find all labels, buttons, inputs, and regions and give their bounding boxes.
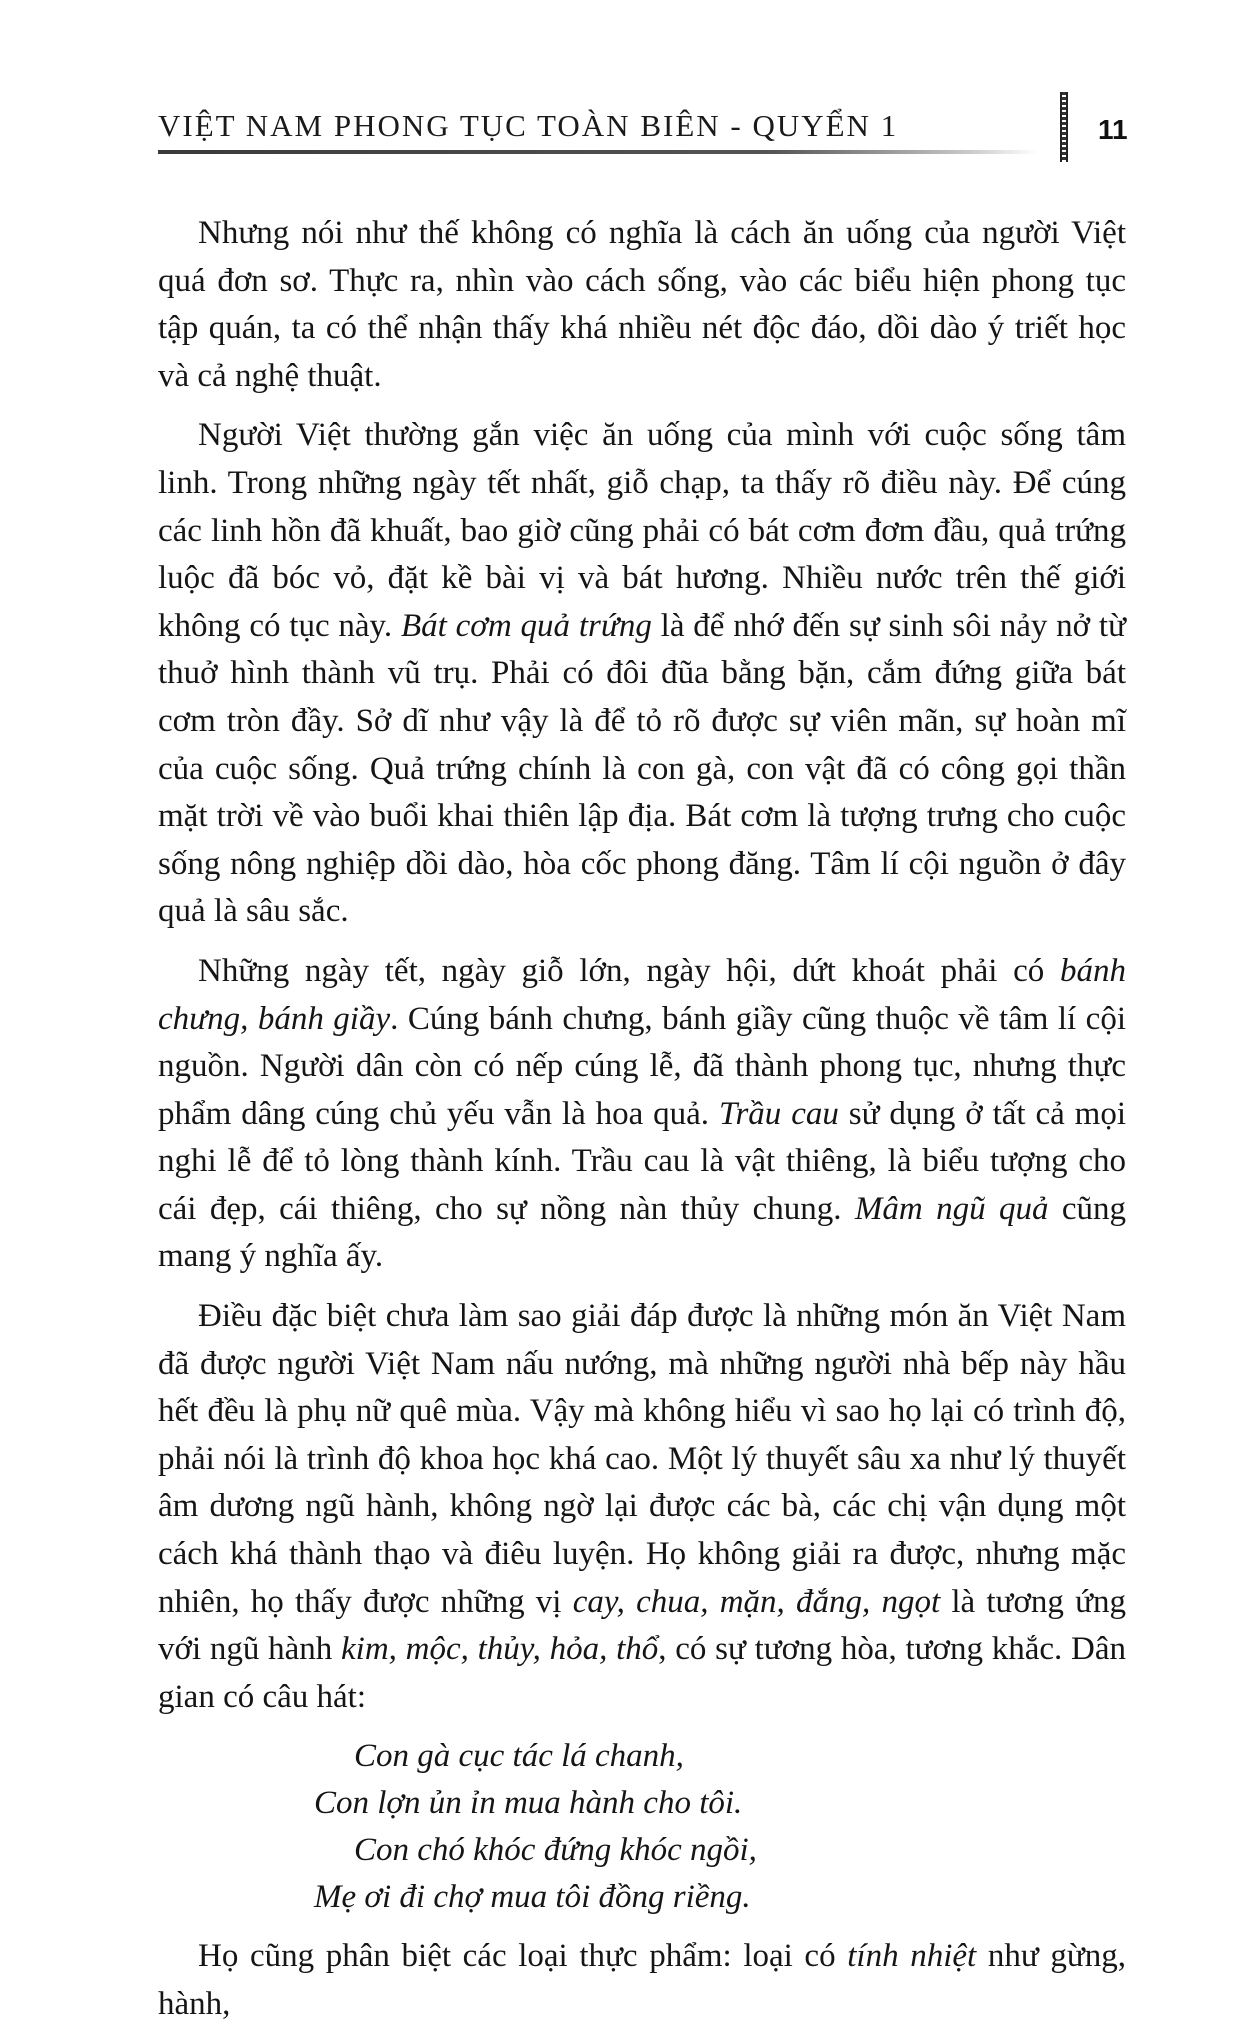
italic-run: Bát cơm quả trứng <box>400 607 652 644</box>
header-rule <box>158 150 1038 154</box>
text-run: Nhưng nói như thế không có nghĩa là cách ăn uống của người Việt quá đơn sơ. Thực ra, nhìn vào cách sống, vào các biểu hiện phong tục tập quán, ta có thể nhận thấy khá nhiều nét độc đáo, dồi dào ý triết học và cả nghệ thuật. <box>158 215 1126 394</box>
running-header <box>158 108 1048 158</box>
text-run: như gừng, hành, <box>158 1938 1126 2022</box>
text-run: , có sự tương hòa, tương khắc. Dân gian có câu hát: <box>158 1631 1126 1715</box>
verse-line: Con lợn ủn ỉn mua hành cho tôi. <box>314 1785 743 1822</box>
folk-verse <box>158 1733 1126 1921</box>
italic-run: tính nhiệt <box>847 1938 977 1975</box>
text-run: sử dụng ở tất cả mọi nghi lễ để tỏ lòng thành kính. Trầu cau là vật thiêng, là biểu tượng cho cái đẹp, cái thiêng, cho sự nồng nàn thủy chung. <box>158 1095 1126 1227</box>
book-title: VIỆT NAM PHONG TỤC TOÀN BIÊN - QUYỂN 1 <box>158 108 899 143</box>
page-number: 11 <box>1098 114 1128 145</box>
verse-line: Mẹ ơi đi chợ mua tôi đồng riềng. <box>314 1879 751 1916</box>
italic-run: Mâm ngũ quả <box>854 1190 1049 1227</box>
text-run: là tương ứng với ngũ hành <box>158 1583 1126 1668</box>
text-run: là để nhớ đến sự sinh sôi nảy nở từ thuở hình thành vũ trụ. Phải có đôi đũa bằng bặn, cắm đứng giữa bát cơm tròn đầy. Sở dĩ như vậy là để tỏ rõ được sự viên mãn, sự hoàn mĩ của cuộc sống. Quả trứng chính là con gà, con vật đã có công gọi thần mặt trời về vào buổi khai thiên lập địa. Bát cơm là tượng trưng cho cuộc sống nông nghiệp dồi dào, hòa cốc phong đăng. Tâm lí cội nguồn ở đây quả là sâu sắc. <box>158 607 1126 930</box>
text-run: . Cúng bánh chưng, bánh giầy cũng thuộc về tâm lí cội nguồn. Người dân còn có nếp cúng lễ, đã thành phong tục, nhưng thực phẩm dâng cúng chủ yếu vẫn là hoa quả. <box>158 1000 1126 1132</box>
verse-line: Con gà cục tác lá chanh, <box>354 1738 684 1775</box>
text-run: Những ngày tết, ngày giỗ lớn, ngày hội, dứt khoát phải có <box>198 952 1060 989</box>
text-run: cũng mang ý nghĩa ấy. <box>158 1190 1126 1275</box>
body-text <box>158 210 1126 2041</box>
italic-run: cay, chua, mặn, đắng, ngọt <box>572 1583 941 1620</box>
paragraph-4 <box>158 1293 1126 1721</box>
text-run: Họ cũng phân biệt các loại thực phẩm: loại có <box>198 1938 848 1975</box>
text-run: Người Việt thường gắn việc ăn uống của mình với cuộc sống tâm linh. Trong những ngày tết nhất, giỗ chạp, ta thấy rõ điều này. Để cúng các linh hồn đã khuất, bao giờ cũng phải có bát cơm đơm đầu, quả trứng luộc đã bóc vỏ, đặt kề bài vị và bát hương. Nhiều nước trên thế giới không có tục này. <box>158 417 1126 644</box>
header-separator <box>1060 92 1068 162</box>
italic-run: Trầu cau <box>718 1095 839 1132</box>
paragraph-5 <box>158 1933 1126 2028</box>
paragraph-2 <box>158 412 1126 936</box>
paragraph-3 <box>158 948 1126 1281</box>
paragraph-1 <box>158 210 1126 400</box>
italic-run: kim, mộc, thủy, hỏa, thổ <box>341 1631 659 1668</box>
italic-run: bánh chưng, bánh giầy <box>158 952 1126 1037</box>
text-run: Điều đặc biệt chưa làm sao giải đáp được là những món ăn Việt Nam đã được người Việt Nam nấu nướng, mà những người nhà bếp này hầu hết đều là phụ nữ quê mùa. Vậy mà không hiểu vì sao họ lại có trình độ, phải nói là trình độ khoa học khá cao. Một lý thuyết sâu xa như lý thuyết âm dương ngũ hành, không ngờ lại được các bà, các chị vận dụng một cách khá thành thạo và điêu luyện. Họ không giải ra được, nhưng mặc nhiên, họ thấy được những vị <box>158 1298 1126 1620</box>
verse-line: Con chó khóc đứng khóc ngồi, <box>354 1832 757 1869</box>
